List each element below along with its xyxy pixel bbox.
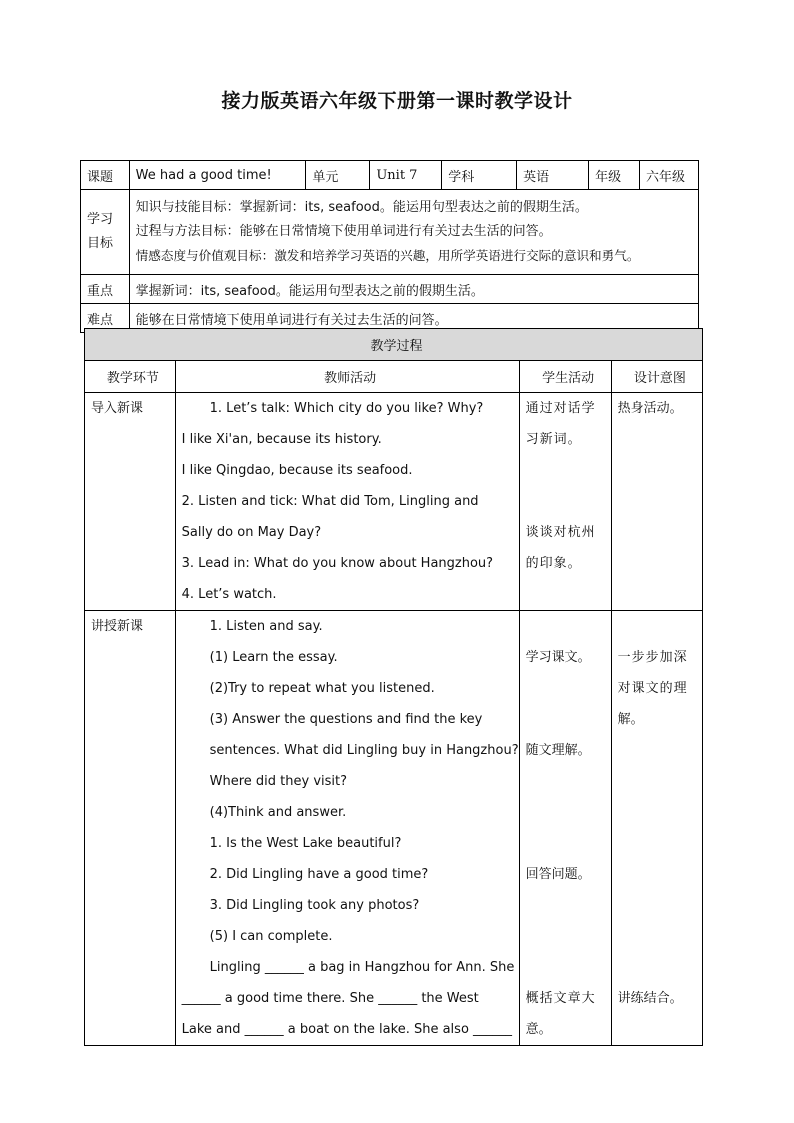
teacher-line: 1. Is the West Lake beautiful?: [209, 836, 402, 851]
teacher-line: ______ a good time there. She ______ the West: [181, 991, 479, 1006]
grade-label: 年级: [589, 161, 640, 190]
design-intent-new-lesson: 一步步加深 对课文的理 解。 讲练结合。: [611, 611, 702, 1046]
stage-row-intro: [85, 393, 703, 611]
key-point-value: 掌握新词：its, seafood。能运用句型表达之前的假期生活。: [129, 275, 698, 304]
page-title: 接力版英语六年级下册第一课时教学设计: [221, 90, 573, 112]
teacher-line: (5) I can complete.: [209, 929, 333, 944]
column-teacher-activity: 教师活动: [175, 361, 519, 393]
design-intent-intro: 热身活动。: [611, 393, 702, 611]
teaching-process-table: [84, 328, 703, 1046]
teacher-line: 1. Let’s talk: Which city do you like? Why?: [209, 401, 484, 416]
goal-knowledge: 知识与技能目标：掌握新词：its, seafood。能运用句型表达之前的假期生活。: [135, 200, 588, 215]
teacher-line: 2. Did Lingling have a good time?: [209, 867, 429, 882]
teacher-line: I like Qingdao, because its seafood.: [181, 463, 413, 478]
teacher-line: Sally do on May Day?: [181, 525, 322, 540]
goals-content: [129, 190, 698, 275]
stage-name-new-lesson: 讲授新课: [85, 611, 176, 1046]
teacher-line: 2. Listen and tick: What did Tom, Lingling and: [181, 494, 479, 509]
teacher-line: I like Xi'an, because its history.: [181, 432, 382, 447]
teacher-line: Lake and ______ a boat on the lake. She also ______: [181, 1022, 513, 1037]
key-point-label: 重点: [81, 275, 130, 304]
teacher-line: (2)Try to repeat what you listened.: [209, 681, 435, 696]
column-student-activity: 学生活动: [519, 361, 611, 393]
difficulty-label: 难点: [81, 304, 130, 333]
student-activity-intro: 通过对话学 习新词。 谈谈对杭州 的印象。: [519, 393, 611, 611]
topic-value: We had a good time!: [129, 161, 306, 190]
lesson-info-table: [80, 160, 699, 333]
student-activity-new-lesson: 学习课文。 随文理解。 回答问题。 概括文章大 意。: [519, 611, 611, 1046]
goals-label-line-2: 目标: [87, 236, 114, 251]
unit-label: 单元: [306, 161, 370, 190]
grade-value: 六年级: [640, 161, 699, 190]
column-design-intent: 设计意图: [611, 361, 702, 393]
goal-attitude: 情感态度与价值观目标：激发和培养学习英语的兴趣，用所学英语进行交际的意识和勇气。: [135, 248, 640, 263]
unit-value: Unit 7: [370, 161, 442, 190]
stage-name-intro: 导入新课: [85, 393, 176, 611]
teacher-line: (3) Answer the questions and find the key: [209, 712, 483, 727]
teacher-line: 4. Let’s watch.: [181, 587, 277, 602]
goal-process: 过程与方法目标：能够在日常情境下使用单词进行有关过去生活的问答。: [135, 224, 552, 239]
column-stage: 教学环节: [85, 361, 176, 393]
teacher-line: 3. Did Lingling took any photos?: [209, 898, 420, 913]
teacher-line: sentences. What did Lingling buy in Hangzhou?: [209, 743, 519, 758]
subject-label: 学科: [442, 161, 517, 190]
teacher-line: (1) Learn the essay.: [209, 650, 338, 665]
teacher-line: Where did they visit?: [209, 774, 348, 789]
teacher-line: 1. Listen and say.: [209, 619, 323, 634]
goals-label: [81, 190, 130, 275]
difficulty-value: 能够在日常情境下使用单词进行有关过去生活的问答。: [129, 304, 698, 333]
teacher-line: (4)Think and answer.: [209, 805, 347, 820]
topic-label: 课题: [81, 161, 130, 190]
teacher-line: 3. Lead in: What do you know about Hangzhou?: [181, 556, 494, 571]
goals-label-line-1: 学习: [87, 212, 114, 227]
stage-row-new-lesson: [85, 611, 703, 1046]
teacher-activity-new-lesson: [175, 611, 519, 1046]
teacher-activity-intro: [175, 393, 519, 611]
process-header: 教学过程: [85, 329, 703, 361]
teacher-line: Lingling ______ a bag in Hangzhou for Ann. She: [209, 960, 515, 975]
subject-value: 英语: [517, 161, 589, 190]
